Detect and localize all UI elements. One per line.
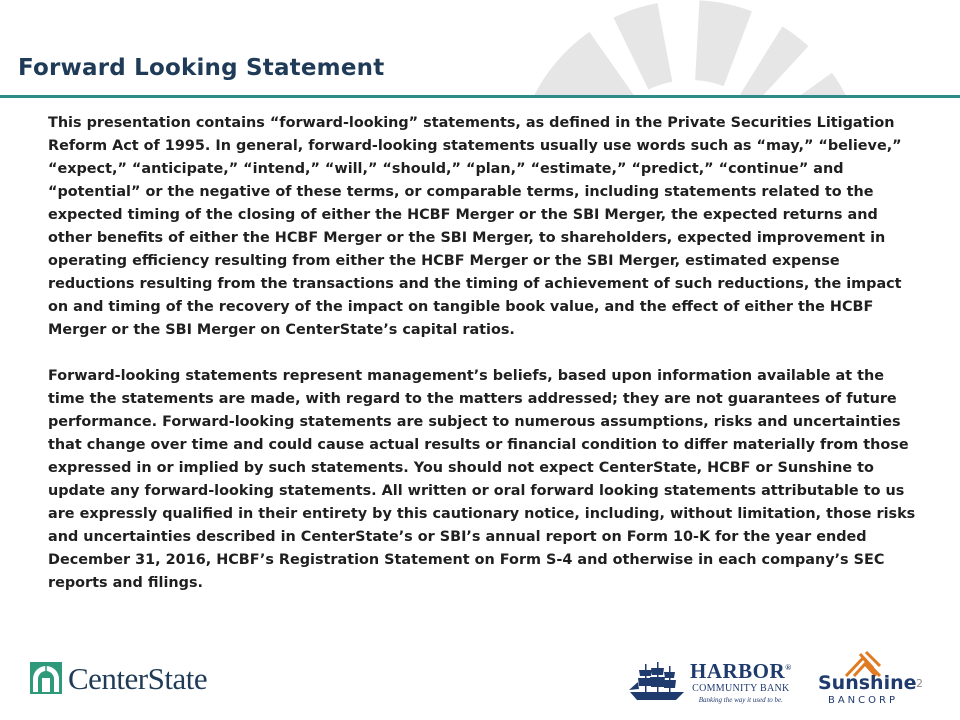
centerstate-logo (30, 662, 207, 694)
harbor-community-bank-logo (628, 660, 792, 704)
background-arch-graphic (0, 0, 960, 96)
paragraph-forward-looking-definition: This presentation contains “forward-looking” statements, as defined in the Private Securities Litigation Reform Act of 1995. In general, forward-looking statements usually use words such as “may,” “believe,” “expect,” “anticipate,” “intend,” “will,” “should,” “plan,” “estimate,” “predict,” “continue” and “potential” or the negative of these terms, or comparable terms, including statements related to the expected timing of the closing of either the HCBF Merger or the SBI Merger, the expected returns and other benefits of either the HCBF Merger or the SBI Merger, to shareholders, expected improvement in operating efficiency resulting from either the HCBF Merger or the SBI Merger, estimated expense reductions resulting from the transactions and the timing of achievement of such reductions, the impact on and timing of the recovery of the impact on tangible book value, and the effect of either the HCBF Merger or the SBI Merger on CenterState’s capital ratios. (48, 115, 902, 338)
registered-mark: ® (785, 662, 792, 672)
paragraph-forward-looking-disclaimer: Forward-looking statements represent management’s beliefs, based upon information available at the time the statements are made, with regard to the matters addressed; they are not guarantees of future performance. Forward-looking statements are subject to numerous assumptions, risks and uncertainties that change over time and could cause actual results or financial condition to differ materially from those expressed in or implied by such statements. You should not expect CenterState, HCBF or Sunshine to update any forward-looking statements. All written or oral forward looking statements attributable to us are expressly qualified in their entirety by this cautionary notice, including, without limitation, those risks and uncertainties described in CenterState’s or SBI’s annual report on Form 10-K for the year ended December 31, 2016, HCBF’s Registration Statement on Form S-4 and otherwise in each company’s SEC reports and filings. (48, 368, 916, 591)
page-number: 2 (916, 677, 923, 690)
harbor-wordmark: HARBOR® (690, 658, 792, 683)
slide-title: Forward Looking Statement (18, 55, 385, 81)
title-divider (0, 95, 960, 98)
centerstate-arch-icon (30, 662, 62, 694)
sunshine-wordmark: Sunshine (818, 672, 917, 694)
sunshine-bancorp-logo (818, 650, 917, 710)
centerstate-wordmark: CenterState (68, 660, 208, 696)
slide-body (48, 112, 920, 595)
harbor-subtitle: COMMUNITY BANK (692, 682, 790, 694)
sailing-ship-icon (628, 660, 686, 704)
harbor-tagline: Banking the way it used to be. (698, 695, 783, 704)
sunshine-subtitle: BANCORP (827, 695, 898, 706)
